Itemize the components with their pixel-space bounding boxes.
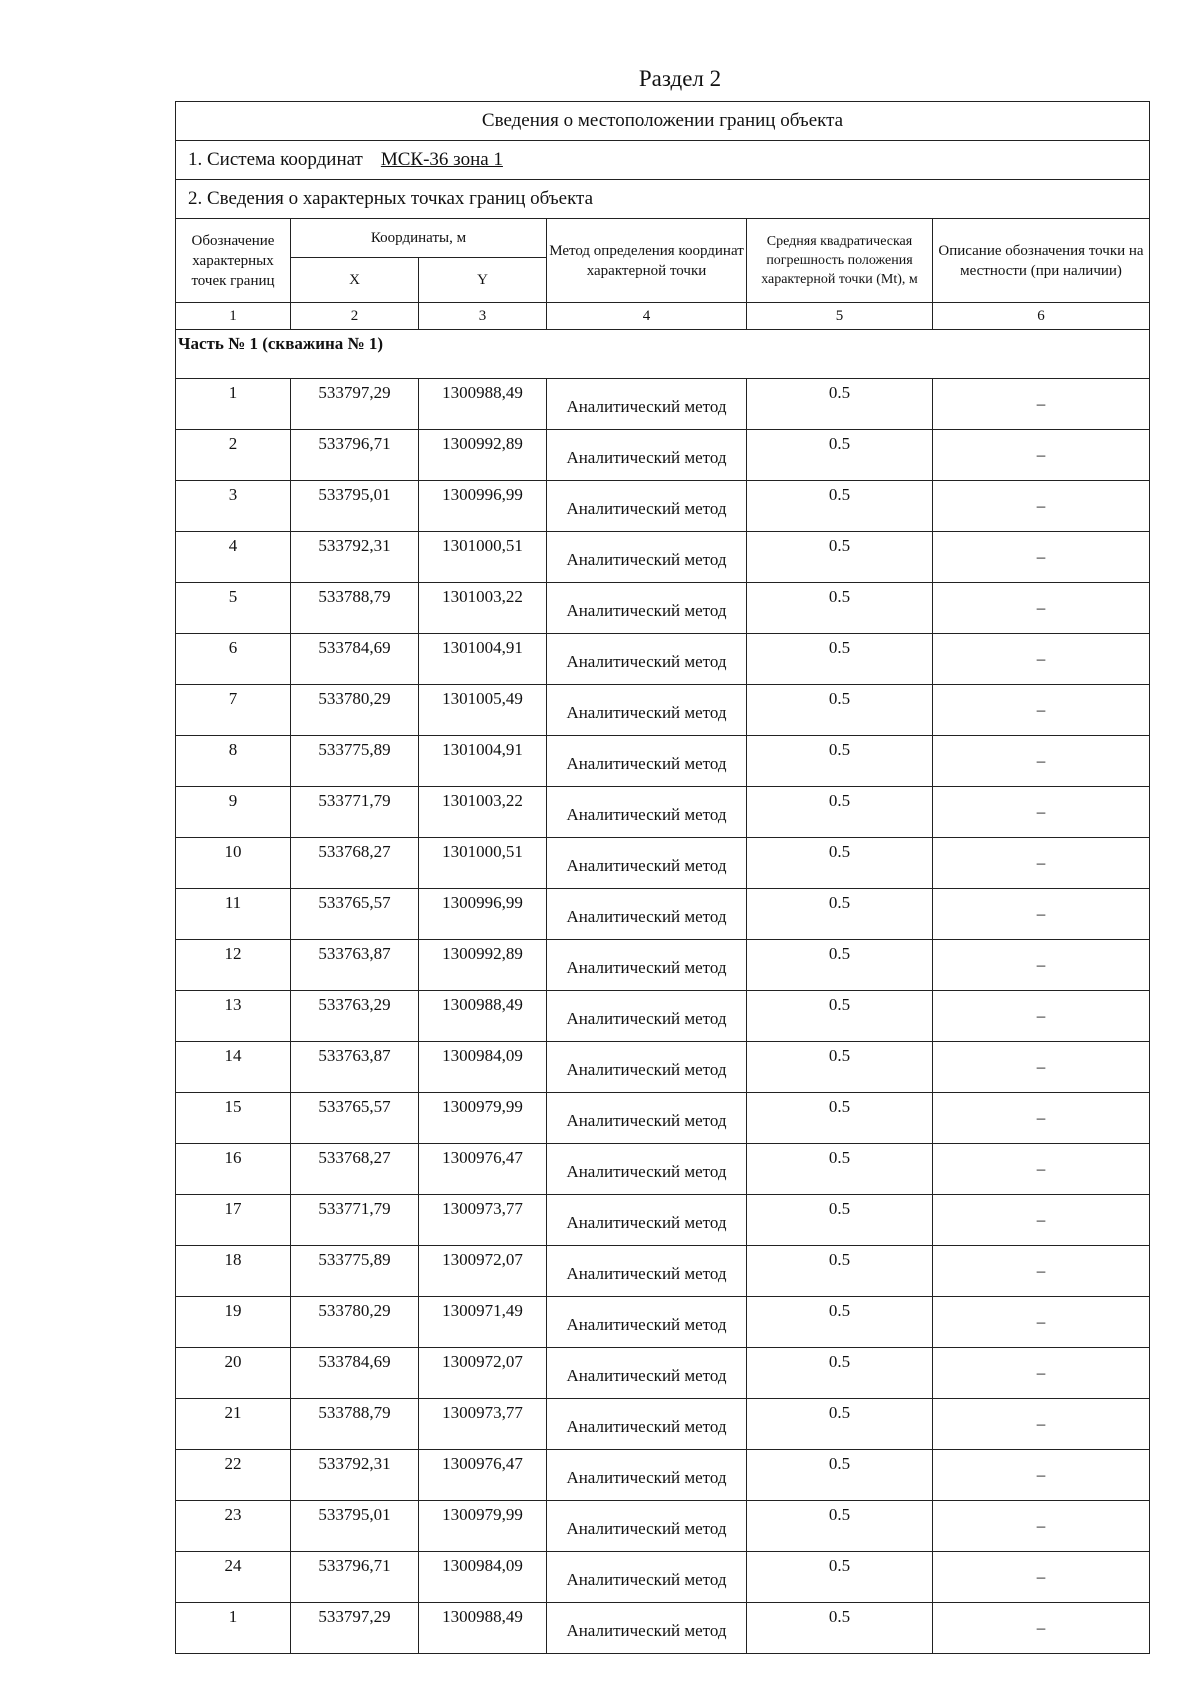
accuracy-mt: 0.5: [747, 634, 933, 685]
coord-y: 1300971,49: [419, 1297, 547, 1348]
coord-y: 1301003,22: [419, 583, 547, 634]
table-row: [176, 838, 1150, 889]
accuracy-mt: 0.5: [747, 532, 933, 583]
section-title: Раздел 2: [638, 66, 722, 91]
coord-x: 533780,29: [291, 685, 419, 736]
points-heading: 2. Сведения о характерных точках границ объекта: [176, 180, 1150, 219]
method: Аналитический метод: [547, 1195, 747, 1246]
coord-x: 533784,69: [291, 1348, 419, 1399]
method: Аналитический метод: [547, 1450, 747, 1501]
point-description: –: [933, 481, 1150, 532]
boundary-points-table: [175, 101, 1150, 1654]
coord-x: 533765,57: [291, 889, 419, 940]
coord-y: 1301005,49: [419, 685, 547, 736]
coord-x: 533771,79: [291, 787, 419, 838]
coord-x: 533795,01: [291, 1501, 419, 1552]
point-number: 14: [176, 1042, 291, 1093]
header-coords: Координаты, м: [291, 219, 547, 258]
accuracy-mt: 0.5: [747, 787, 933, 838]
coord-x: 533775,89: [291, 736, 419, 787]
coord-y: 1300972,07: [419, 1246, 547, 1297]
point-number: 7: [176, 685, 291, 736]
method: Аналитический метод: [547, 1297, 747, 1348]
table-row: [176, 379, 1150, 430]
point-description: –: [933, 1603, 1150, 1654]
table-row: [176, 1450, 1150, 1501]
coord-x: 533797,29: [291, 1603, 419, 1654]
method: Аналитический метод: [547, 1144, 747, 1195]
coord-y: 1300973,77: [419, 1195, 547, 1246]
coord-y: 1301000,51: [419, 838, 547, 889]
part-label: Часть № 1 (скважина № 1): [176, 330, 1150, 379]
method: Аналитический метод: [547, 532, 747, 583]
point-description: –: [933, 583, 1150, 634]
table-row: [176, 736, 1150, 787]
point-description: –: [933, 430, 1150, 481]
coord-y: 1300984,09: [419, 1552, 547, 1603]
point-number: 12: [176, 940, 291, 991]
table-row: [176, 1348, 1150, 1399]
table-row: [176, 1144, 1150, 1195]
accuracy-mt: 0.5: [747, 1042, 933, 1093]
coord-y: 1300988,49: [419, 991, 547, 1042]
coord-y: 1301003,22: [419, 787, 547, 838]
point-description: –: [933, 889, 1150, 940]
point-number: 24: [176, 1552, 291, 1603]
coord-x: 533768,27: [291, 1144, 419, 1195]
table-row: [176, 481, 1150, 532]
header-x: X: [291, 258, 419, 303]
header-description: Описание обозначения точки на местности (при наличии): [933, 219, 1150, 303]
coord-y: 1300976,47: [419, 1144, 547, 1195]
point-description: –: [933, 1297, 1150, 1348]
point-description: –: [933, 1093, 1150, 1144]
accuracy-mt: 0.5: [747, 379, 933, 430]
accuracy-mt: 0.5: [747, 838, 933, 889]
point-description: –: [933, 838, 1150, 889]
point-description: –: [933, 1450, 1150, 1501]
table-row: [176, 1501, 1150, 1552]
point-number: 2: [176, 430, 291, 481]
method: Аналитический метод: [547, 685, 747, 736]
point-number: 4: [176, 532, 291, 583]
point-description: –: [933, 685, 1150, 736]
coord-x: 533768,27: [291, 838, 419, 889]
accuracy-mt: 0.5: [747, 1144, 933, 1195]
point-description: –: [933, 991, 1150, 1042]
column-number: 1: [176, 303, 291, 330]
point-number: 17: [176, 1195, 291, 1246]
coord-x: 533796,71: [291, 1552, 419, 1603]
point-number: 1: [176, 1603, 291, 1654]
header-method: Метод определения координат характерной точки: [547, 219, 747, 303]
table-row: [176, 1246, 1150, 1297]
coord-x: 533796,71: [291, 430, 419, 481]
coord-y: 1300973,77: [419, 1399, 547, 1450]
point-description: –: [933, 1144, 1150, 1195]
table-row: [176, 991, 1150, 1042]
method: Аналитический метод: [547, 940, 747, 991]
coord-x: 533792,31: [291, 1450, 419, 1501]
point-number: 3: [176, 481, 291, 532]
point-number: 22: [176, 1450, 291, 1501]
method: Аналитический метод: [547, 379, 747, 430]
coord-y: 1301004,91: [419, 634, 547, 685]
point-number: 19: [176, 1297, 291, 1348]
method: Аналитический метод: [547, 889, 747, 940]
method: Аналитический метод: [547, 1552, 747, 1603]
point-number: 1: [176, 379, 291, 430]
method: Аналитический метод: [547, 838, 747, 889]
coord-y: 1300988,49: [419, 1603, 547, 1654]
point-description: –: [933, 532, 1150, 583]
point-description: –: [933, 1042, 1150, 1093]
point-number: 20: [176, 1348, 291, 1399]
coord-x: 533775,89: [291, 1246, 419, 1297]
point-description: –: [933, 1195, 1150, 1246]
table-row: [176, 1399, 1150, 1450]
table-row: [176, 634, 1150, 685]
table-row: [176, 1042, 1150, 1093]
point-number: 21: [176, 1399, 291, 1450]
coord-y: 1300984,09: [419, 1042, 547, 1093]
method: Аналитический метод: [547, 481, 747, 532]
header-y: Y: [419, 258, 547, 303]
point-number: 15: [176, 1093, 291, 1144]
accuracy-mt: 0.5: [747, 1501, 933, 1552]
accuracy-mt: 0.5: [747, 1195, 933, 1246]
accuracy-mt: 0.5: [747, 1297, 933, 1348]
method: Аналитический метод: [547, 1399, 747, 1450]
method: Аналитический метод: [547, 634, 747, 685]
coord-y: 1300992,89: [419, 430, 547, 481]
table-row: [176, 1552, 1150, 1603]
point-description: –: [933, 634, 1150, 685]
point-description: –: [933, 1399, 1150, 1450]
point-description: –: [933, 1246, 1150, 1297]
point-description: –: [933, 1552, 1150, 1603]
method: Аналитический метод: [547, 430, 747, 481]
coord-x: 533784,69: [291, 634, 419, 685]
table-row: [176, 532, 1150, 583]
point-number: 8: [176, 736, 291, 787]
table-row: [176, 1297, 1150, 1348]
point-number: 23: [176, 1501, 291, 1552]
accuracy-mt: 0.5: [747, 1450, 933, 1501]
table-row: [176, 1603, 1150, 1654]
column-number: 5: [747, 303, 933, 330]
method: Аналитический метод: [547, 1603, 747, 1654]
header-accuracy: Средняя квадратическая погрешность положения характерной точки (Mt), м: [747, 219, 933, 303]
point-number: 9: [176, 787, 291, 838]
point-description: –: [933, 736, 1150, 787]
coord-y: 1300979,99: [419, 1093, 547, 1144]
method: Аналитический метод: [547, 1093, 747, 1144]
column-numbers-row: [176, 303, 1150, 330]
table-row: [176, 787, 1150, 838]
point-number: 16: [176, 1144, 291, 1195]
point-description: –: [933, 940, 1150, 991]
point-number: 5: [176, 583, 291, 634]
method: Аналитический метод: [547, 1042, 747, 1093]
point-description: –: [933, 1501, 1150, 1552]
coord-x: 533792,31: [291, 532, 419, 583]
coord-y: 1300996,99: [419, 481, 547, 532]
accuracy-mt: 0.5: [747, 1603, 933, 1654]
header-designation: Обозначение характерных точек границ: [176, 219, 291, 303]
coord-x: 533788,79: [291, 583, 419, 634]
method: Аналитический метод: [547, 787, 747, 838]
coord-y: 1300972,07: [419, 1348, 547, 1399]
coord-x: 533795,01: [291, 481, 419, 532]
method: Аналитический метод: [547, 736, 747, 787]
point-number: 13: [176, 991, 291, 1042]
coord-x: 533763,87: [291, 1042, 419, 1093]
coord-x: 533765,57: [291, 1093, 419, 1144]
table-row: [176, 685, 1150, 736]
column-number: 2: [291, 303, 419, 330]
point-number: 18: [176, 1246, 291, 1297]
coord-y: 1300979,99: [419, 1501, 547, 1552]
accuracy-mt: 0.5: [747, 583, 933, 634]
table-row: [176, 1093, 1150, 1144]
point-number: 10: [176, 838, 291, 889]
column-number: 6: [933, 303, 1150, 330]
coord-y: 1300976,47: [419, 1450, 547, 1501]
method: Аналитический метод: [547, 991, 747, 1042]
coord-x: 533771,79: [291, 1195, 419, 1246]
table-row: [176, 583, 1150, 634]
accuracy-mt: 0.5: [747, 736, 933, 787]
column-number: 4: [547, 303, 747, 330]
coord-y: 1301000,51: [419, 532, 547, 583]
method: Аналитический метод: [547, 1501, 747, 1552]
point-number: 11: [176, 889, 291, 940]
table-row: [176, 940, 1150, 991]
accuracy-mt: 0.5: [747, 481, 933, 532]
coord-y: 1301004,91: [419, 736, 547, 787]
point-description: –: [933, 379, 1150, 430]
coordinate-system-row: [176, 141, 1150, 180]
coord-y: 1300988,49: [419, 379, 547, 430]
point-description: –: [933, 1348, 1150, 1399]
coord-x: 533788,79: [291, 1399, 419, 1450]
accuracy-mt: 0.5: [747, 430, 933, 481]
coordinate-system-label: 1. Система координат: [188, 149, 363, 170]
method: Аналитический метод: [547, 583, 747, 634]
accuracy-mt: 0.5: [747, 991, 933, 1042]
table-title: Сведения о местоположении границ объекта: [176, 102, 1150, 141]
accuracy-mt: 0.5: [747, 1246, 933, 1297]
column-number: 3: [419, 303, 547, 330]
table-row: [176, 889, 1150, 940]
accuracy-mt: 0.5: [747, 940, 933, 991]
coord-x: 533780,29: [291, 1297, 419, 1348]
accuracy-mt: 0.5: [747, 1093, 933, 1144]
accuracy-mt: 0.5: [747, 1399, 933, 1450]
coord-y: 1300996,99: [419, 889, 547, 940]
table-row: [176, 430, 1150, 481]
coord-x: 533763,29: [291, 991, 419, 1042]
table-row: [176, 1195, 1150, 1246]
method: Аналитический метод: [547, 1246, 747, 1297]
accuracy-mt: 0.5: [747, 1552, 933, 1603]
accuracy-mt: 0.5: [747, 685, 933, 736]
coord-y: 1300992,89: [419, 940, 547, 991]
coordinate-system-value: МСК-36 зона 1: [380, 149, 503, 170]
method: Аналитический метод: [547, 1348, 747, 1399]
point-description: –: [933, 787, 1150, 838]
coord-x: 533763,87: [291, 940, 419, 991]
point-number: 6: [176, 634, 291, 685]
accuracy-mt: 0.5: [747, 889, 933, 940]
accuracy-mt: 0.5: [747, 1348, 933, 1399]
coord-x: 533797,29: [291, 379, 419, 430]
